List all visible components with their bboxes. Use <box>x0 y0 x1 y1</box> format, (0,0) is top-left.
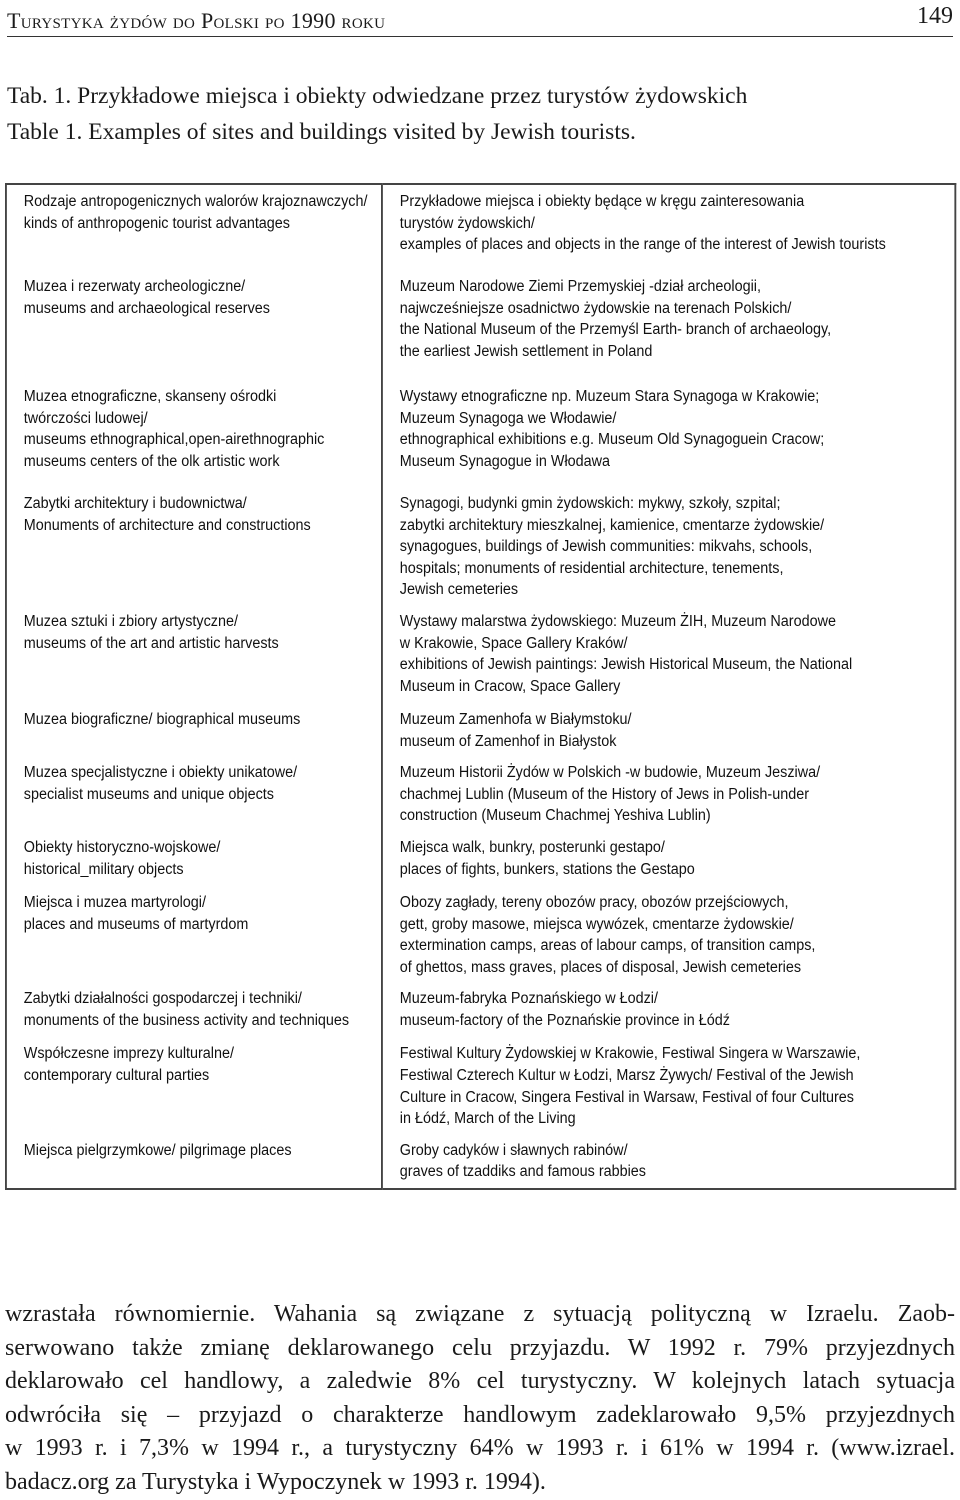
cell-line: construction (Museum Chachmej Yeshiva Lublin) <box>399 807 711 825</box>
cell-line: museums ethnographical,open-airethnographic <box>23 431 325 449</box>
cell-line: specialist museums and unique objects <box>23 785 274 803</box>
examples-cell <box>382 605 955 703</box>
examples-cell <box>382 831 955 886</box>
category-cell <box>6 1134 382 1189</box>
category-cell <box>6 703 382 756</box>
cell-line: exhibitions of Jewish paintings: Jewish Historical Museum, the National <box>399 656 853 674</box>
body-paragraph <box>5 1298 955 1500</box>
table-row <box>6 380 955 487</box>
category-cell <box>6 487 382 605</box>
cell-line: turystów żydowskich/ <box>399 214 535 232</box>
cell-line: museums centers of the olk artistic work <box>23 452 280 470</box>
cell-line: Synagogi, budynki gmin żydowskich: mykwy, szkoły, szpital; <box>399 495 781 512</box>
table-row <box>6 756 955 831</box>
category-cell <box>6 270 382 380</box>
cell-line: Muzea etnograficzne, skanseny ośrodki <box>23 388 277 405</box>
cell-line: Monuments of architecture and constructions <box>23 516 311 534</box>
cell-line: Obiekty historyczno-wojskowe/ <box>23 838 221 856</box>
cell-line: synagogues, buildings of Jewish communities: mikvahs, schools, <box>399 538 813 556</box>
cell-line: Culture in Cracow, Singera Festival in Warsaw, Festival of four Cultures <box>399 1088 854 1106</box>
cell-line: Muzea specjalistyczne i obiekty unikatowe/ <box>23 764 298 782</box>
examples-cell <box>382 886 955 982</box>
cell-line: Museum Synagogue in Włodawa <box>399 452 611 470</box>
cell-line: kinds of anthropogenic tourist advantages <box>23 214 290 232</box>
cell-line: extermination camps, areas of labour camps, of transition camps, <box>399 937 816 955</box>
cell-line: places and museums of martyrdom <box>23 915 249 933</box>
running-header <box>7 2 953 37</box>
cell-line: chachmej Lublin (Museum of the History of Jews in Polish-under <box>399 785 809 803</box>
category-cell <box>6 1037 382 1133</box>
paragraph-line: serwowano także zmianę deklarowanego celu przyjazdu. W 1992 r. 79% przyjezdnych <box>5 1334 955 1361</box>
table-caption-pl: Tab. 1. Przykładowe miejsca i obiekty odwiedzane przez turystów żydowskich <box>7 83 748 109</box>
paragraph-line: deklarowało cel handlowy, a zaledwie 8% cel turystyczny. W kolejnych latach sytuacja <box>5 1368 955 1395</box>
cell-line: Muzea sztuki i zbiory artystyczne/ <box>23 612 238 630</box>
cell-line: Obozy zagłady, tereny obozów pracy, obozów przejściowych, <box>399 893 789 911</box>
category-cell <box>6 982 382 1037</box>
table-row <box>6 487 955 605</box>
cell-line: museums and archaeological reserves <box>23 299 270 317</box>
cell-line: historical_military objects <box>23 860 184 878</box>
cell-line: museum-factory of the Poznańskie province in Łódź <box>399 1011 730 1029</box>
cell-line: Rodzaje antropogenicznych walorów krajoznawczych/ <box>23 193 368 210</box>
table-row <box>6 270 955 380</box>
table-row <box>6 831 955 886</box>
cell-line: contemporary cultural parties <box>23 1066 210 1084</box>
examples-cell <box>382 703 955 756</box>
examples-cell <box>382 487 955 605</box>
sites-table <box>5 183 956 1190</box>
cell-line: Wystawy malarstwa żydowskiego: Muzeum ŻIH, Muzeum Narodowe <box>399 612 836 630</box>
cell-line: monuments of the business activity and techniques <box>23 1011 350 1029</box>
cell-line: Muzea i rezerwaty archeologiczne/ <box>23 278 246 295</box>
cell-line: Muzeum Historii Żydów w Polskich -w budowie, Muzeum Jesziwa/ <box>399 764 821 782</box>
examples-cell <box>382 1037 955 1133</box>
cell-line: in Łódź, March of the Living <box>399 1110 576 1128</box>
cell-line: Muzeum Zamenhofa w Białymstoku/ <box>399 710 632 728</box>
paragraph-line: odwróciła się – przyjazd o charakterze handlowym zadeklarowało 9,5% przyjezdnych <box>5 1401 955 1428</box>
running-title: Turystyka żydów do Polski po 1990 roku <box>7 8 386 33</box>
table-row <box>6 1134 955 1189</box>
cell-line: Miejsca pielgrzymkowe/ pilgrimage places <box>23 1141 292 1159</box>
cell-line: of ghettos, mass graves, places of disposal, Jewish cemeteries <box>399 958 802 976</box>
cell-line: Zabytki architektury i budownictwa/ <box>23 495 247 512</box>
cell-line: gett, groby masowe, miejsca wywózek, cmentarze żydowskie/ <box>399 915 794 933</box>
examples-cell <box>382 380 955 487</box>
examples-cell <box>382 756 955 831</box>
cell-line: ethnographical exhibitions e.g. Museum Old Synagoguein Cracow; <box>399 431 825 449</box>
table-row <box>6 703 955 756</box>
category-cell <box>6 831 382 886</box>
cell-line: Wystawy etnograficzne np. Muzeum Stara Synagoga w Krakowie; <box>399 388 820 405</box>
category-cell <box>6 886 382 982</box>
cell-line: Jewish cemeteries <box>399 581 519 599</box>
cell-line: Festiwal Kultury Żydowskiej w Krakowie, Festiwal Singera w Warszawie, <box>399 1045 861 1063</box>
cell-line: examples of places and objects in the range of the interest of Jewish tourists <box>399 236 886 254</box>
paragraph-line: badacz.org za Turystyka i Wypoczynek w 1993 r. 1994). <box>5 1468 546 1495</box>
cell-line: the National Museum of the Przemyśl Earth- branch of archaeology, <box>399 321 832 339</box>
cell-line: places of fights, bunkers, stations the Gestapo <box>399 860 695 878</box>
cell-line: Przykładowe miejsca i obiekty będące w kręgu zainteresowania <box>399 193 805 210</box>
examples-cell <box>382 982 955 1037</box>
examples-cell <box>382 184 955 270</box>
cell-line: Muzea biograficzne/ biographical museums <box>23 710 301 728</box>
cell-line: Muzeum Narodowe Ziemi Przemyskiej -dział archeologii, <box>399 278 762 295</box>
cell-line: Muzeum-fabryka Poznańskiego w Łodzi/ <box>399 990 658 1008</box>
cell-line: zabytki architektury mieszkalnej, kamienice, cmentarze żydowskie/ <box>399 516 825 534</box>
category-cell <box>6 756 382 831</box>
paragraph-line: w 1993 r. i 7,3% w 1994 r., a turystyczny 64% w 1993 r. i 61% w 1994 r. (www.izrael. <box>5 1435 955 1462</box>
cell-line: twórczości ludowej/ <box>23 409 148 427</box>
cell-line: najwcześniejsze osadnictwo żydowskie na terenach Polskich/ <box>399 299 792 317</box>
cell-line: the earliest Jewish settlement in Poland <box>399 342 653 360</box>
table-row <box>6 605 955 703</box>
category-cell <box>6 380 382 487</box>
cell-line: hospitals; monuments of residential architecture, tenements, <box>399 559 784 577</box>
table-row <box>6 184 955 270</box>
cell-line: w Krakowie, Space Gallery Kraków/ <box>399 634 628 652</box>
cell-line: museum of Zamenhof in Białystok <box>399 732 617 750</box>
cell-line: Festiwal Czterech Kultur w Łodzi, Marsz Żywych/ Festival of the Jewish <box>399 1066 854 1084</box>
cell-line: Groby cadyków i sławnych rabinów/ <box>399 1141 628 1159</box>
category-cell <box>6 605 382 703</box>
examples-cell <box>382 1134 955 1189</box>
cell-line: Miejsca walk, bunkry, posterunki gestapo/ <box>399 838 665 856</box>
cell-line: Zabytki działalności gospodarczej i techniki/ <box>23 990 302 1008</box>
cell-line: Muzeum Synagoga we Włodawie/ <box>399 409 617 427</box>
table-body <box>6 184 955 1189</box>
table-row <box>6 1037 955 1133</box>
page-number: 149 <box>917 3 953 29</box>
examples-cell <box>382 270 955 380</box>
table-row <box>6 886 955 982</box>
table-row <box>6 982 955 1037</box>
table-caption-en: Table 1. Examples of sites and buildings visited by Jewish tourists. <box>7 119 636 145</box>
cell-line: Współczesne imprezy kulturalne/ <box>23 1045 234 1063</box>
cell-line: museums of the art and artistic harvests <box>23 634 279 652</box>
cell-line: Miejsca i muzea martyrologi/ <box>23 893 206 911</box>
category-cell <box>6 184 382 270</box>
cell-line: graves of tzaddiks and famous rabbies <box>399 1163 646 1181</box>
paragraph-line: wzrastała równomiernie. Wahania są związane z sytuacją polityczną w Izraelu. Zaob- <box>5 1301 955 1327</box>
cell-line: Museum in Cracow, Space Gallery <box>399 677 621 695</box>
